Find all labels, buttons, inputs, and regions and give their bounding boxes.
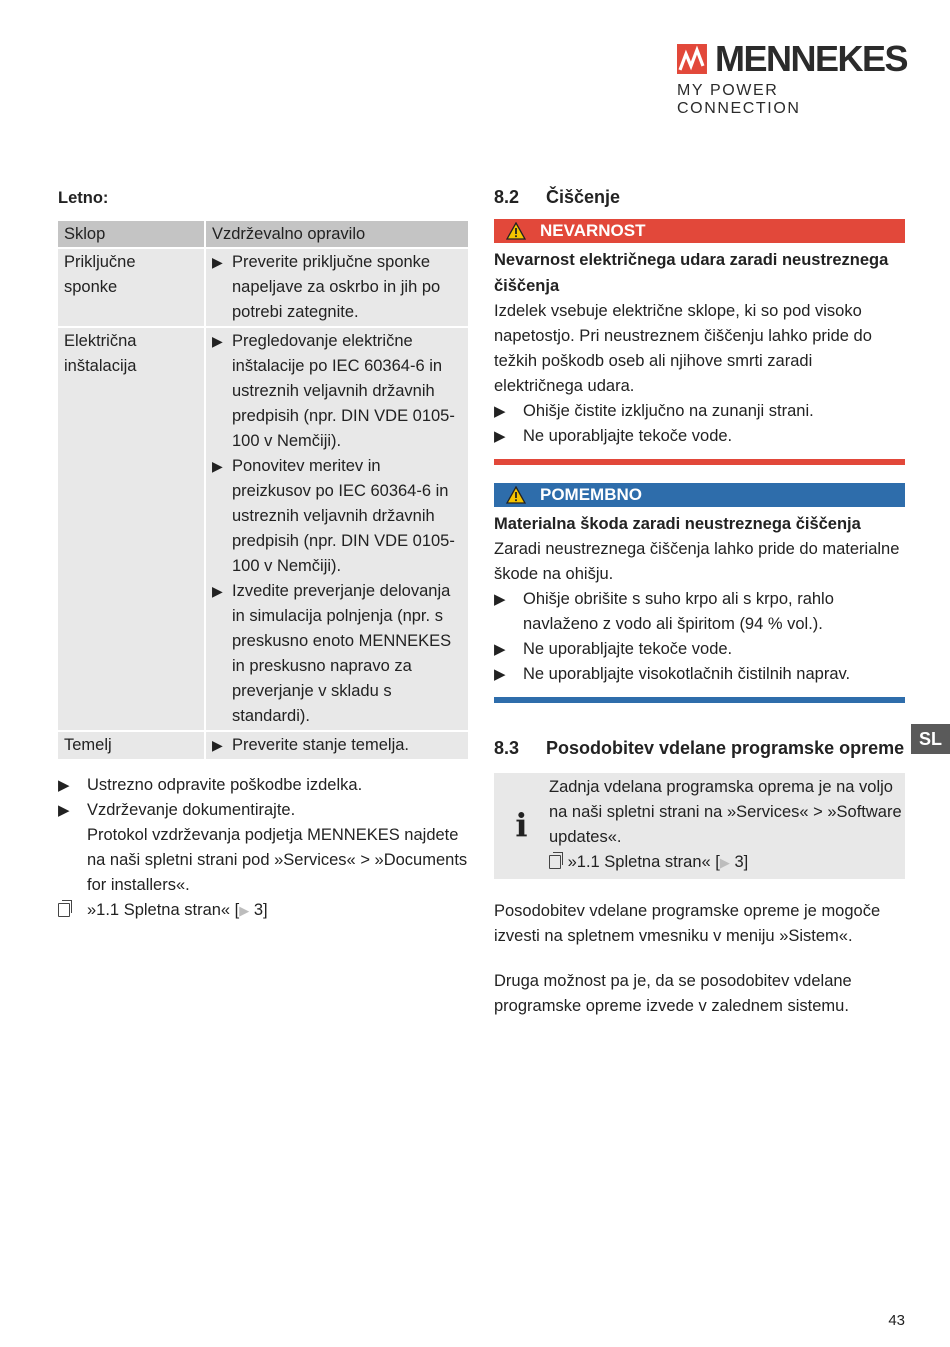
list-item-text: Ohišje čistite izključno na zunanji strani.: [523, 402, 814, 420]
table-row: [58, 248, 468, 327]
list-item-text: Ustrezno odpravite poškodbe izdelka.: [87, 776, 363, 794]
page-arrow-icon: ▶: [239, 903, 250, 918]
bullet-triangle-icon: ▶: [212, 458, 223, 474]
bullet-triangle-icon: ▶: [494, 641, 506, 658]
task-text: Ponovitev meritev in preizkusov po IEC 60364-6 in ustreznih veljavnih državnih predpisih (npr. DIN VDE 0105-100 v Nemčiji).: [232, 457, 455, 575]
warning-triangle-icon: [506, 486, 526, 504]
left-column: [58, 186, 468, 923]
component-name: sponke: [64, 278, 118, 296]
list-note: [58, 823, 468, 898]
danger-heading: Nevarnost električnega udara zaradi neustreznega čiščenja: [494, 251, 889, 295]
component-cell: [58, 731, 205, 759]
protocol-note: Protokol vzdrževanja podjetja MENNEKES najdete na naši spletni strani pod »Services« > »Documents for installers«.: [87, 826, 468, 894]
bullet-triangle-icon: ▶: [58, 777, 70, 794]
xref-link[interactable]: »1.1 Spletna stran« [: [567, 853, 720, 871]
section-title: Posodobitev vdelane programske opreme: [546, 738, 905, 758]
bullet-triangle-icon: ▶: [212, 737, 223, 753]
list-item: [494, 399, 905, 424]
list-item: [58, 773, 468, 798]
xref-page: 3]: [729, 853, 749, 871]
table-row: [58, 327, 468, 731]
task-text: Preverite stanje temelja.: [232, 736, 409, 754]
section-number: 8.2: [494, 187, 520, 207]
danger-label: NEVARNOST: [540, 221, 646, 240]
bullet-triangle-icon: ▶: [212, 254, 223, 270]
language-tab: SL: [911, 724, 950, 754]
bullet-triangle-icon: ▶: [212, 333, 223, 349]
task-text: Preverite priključne sponke napeljave za oskrbo in jih po potrebi zategnite.: [232, 253, 441, 321]
list-item: [494, 424, 905, 449]
task-item: [212, 733, 462, 758]
column-header-component: Sklop: [58, 221, 205, 248]
list-item-text: Ohišje obrišite s suho krpo ali s krpo, rahlo navlaženo z vodo ali špiritom (94 % vol.).: [523, 590, 834, 633]
task-item: [212, 454, 462, 579]
warning-triangle-icon: [506, 222, 526, 240]
task-item: [212, 579, 462, 729]
notice-heading: Materialna škoda zaradi neustreznega čiščenja: [494, 515, 861, 533]
task-item: [212, 250, 462, 325]
right-column: [494, 186, 905, 1019]
info-text: Zadnja vdelana programska oprema je na voljo na naši spletni strani na »Services« > »Software updates«.: [549, 778, 902, 846]
paragraph: Posodobitev vdelane programske opreme je mogoče izvesti na spletnem vmesniku v meniju »Sistem«.: [494, 902, 881, 945]
cross-reference[interactable]: [58, 898, 468, 923]
danger-body: Izdelek vsebuje električne sklope, ki so pod visoko napetostjo. Pri neustreznem čiščenju lahko pride do težkih poškodb oseb ali njihove smrti zaradi električnega udara.: [494, 302, 872, 395]
component-cell: [58, 327, 205, 731]
maintenance-table: [58, 221, 468, 759]
list-item: [494, 637, 905, 662]
component-name: inštalacija: [64, 357, 137, 375]
info-box: [494, 773, 905, 879]
list-item: [58, 798, 468, 823]
section-heading-8-2: [494, 186, 905, 208]
notice-label: POMEMBNO: [540, 485, 642, 504]
section-title: Čiščenje: [546, 187, 621, 207]
list-item: [494, 662, 905, 687]
list-item-text: Ne uporabljajte visokotlačnih čistilnih naprav.: [523, 665, 851, 683]
component-name: Priključne: [64, 253, 136, 271]
task-cell: [205, 248, 468, 327]
task-cell: [205, 327, 468, 731]
cross-reference[interactable]: [549, 850, 905, 875]
mennekes-logo-mark-icon: [677, 44, 707, 74]
notice-body: Zaradi neustreznega čiščenja lahko pride do materialne škode na ohišju.: [494, 540, 900, 583]
bullet-triangle-icon: ▶: [58, 802, 70, 819]
page-arrow-icon: ▶: [719, 855, 730, 870]
bullet-triangle-icon: ▶: [494, 666, 506, 683]
task-item: [212, 329, 462, 454]
list-item: [494, 587, 905, 637]
info-icon: i: [515, 806, 528, 844]
table-header-row: [58, 221, 468, 248]
task-cell: [205, 731, 468, 759]
component-name: Temelj: [64, 736, 112, 754]
bullet-triangle-icon: ▶: [494, 428, 506, 445]
mennekes-logo: [677, 40, 907, 118]
component-cell: [58, 248, 205, 327]
danger-banner: [494, 219, 905, 243]
xref-link[interactable]: »1.1 Spletna stran« [: [87, 901, 240, 919]
notice-banner: [494, 483, 905, 507]
component-name: Električna: [64, 332, 137, 350]
brand-tagline: MY POWER CONNECTION: [677, 82, 801, 117]
list-item-text: Ne uporabljajte tekoče vode.: [523, 640, 733, 658]
bullet-triangle-icon: ▶: [494, 403, 506, 420]
xref-page: 3]: [249, 901, 268, 919]
section-number: 8.3: [494, 738, 520, 758]
task-text: Pregledovanje električne inštalacije po IEC 60364-6 in ustreznih veljavnih državnih predpisih (npr. DIN VDE 0105-100 v Nemčiji).: [232, 332, 455, 450]
annual-subheading: Letno:: [58, 189, 109, 207]
page-number: 43: [888, 1312, 905, 1329]
document-reference-icon: [549, 855, 561, 869]
list-item-text: Vzdrževanje dokumentirajte.: [87, 801, 296, 819]
table-row: [58, 731, 468, 759]
document-reference-icon: [58, 903, 70, 917]
bullet-triangle-icon: ▶: [212, 583, 223, 599]
section-heading-8-3: [494, 737, 905, 759]
list-item-text: Ne uporabljajte tekoče vode.: [523, 427, 733, 445]
column-header-task: Vzdrževalno opravilo: [205, 221, 468, 248]
paragraph: Druga možnost pa je, da se posodobitev vdelane programske opreme izvede v zalednem sistemu.: [494, 972, 852, 1015]
task-text: Izvedite preverjanje delovanja in simulacija polnjenja (npr. s preskusno enoto MENNEKES in preskusno napravo za preverjanje v skladu s standardi).: [232, 582, 452, 725]
bullet-triangle-icon: ▶: [494, 591, 506, 608]
action-list: [58, 773, 468, 923]
brand-name: MENNEKES: [714, 38, 907, 79]
